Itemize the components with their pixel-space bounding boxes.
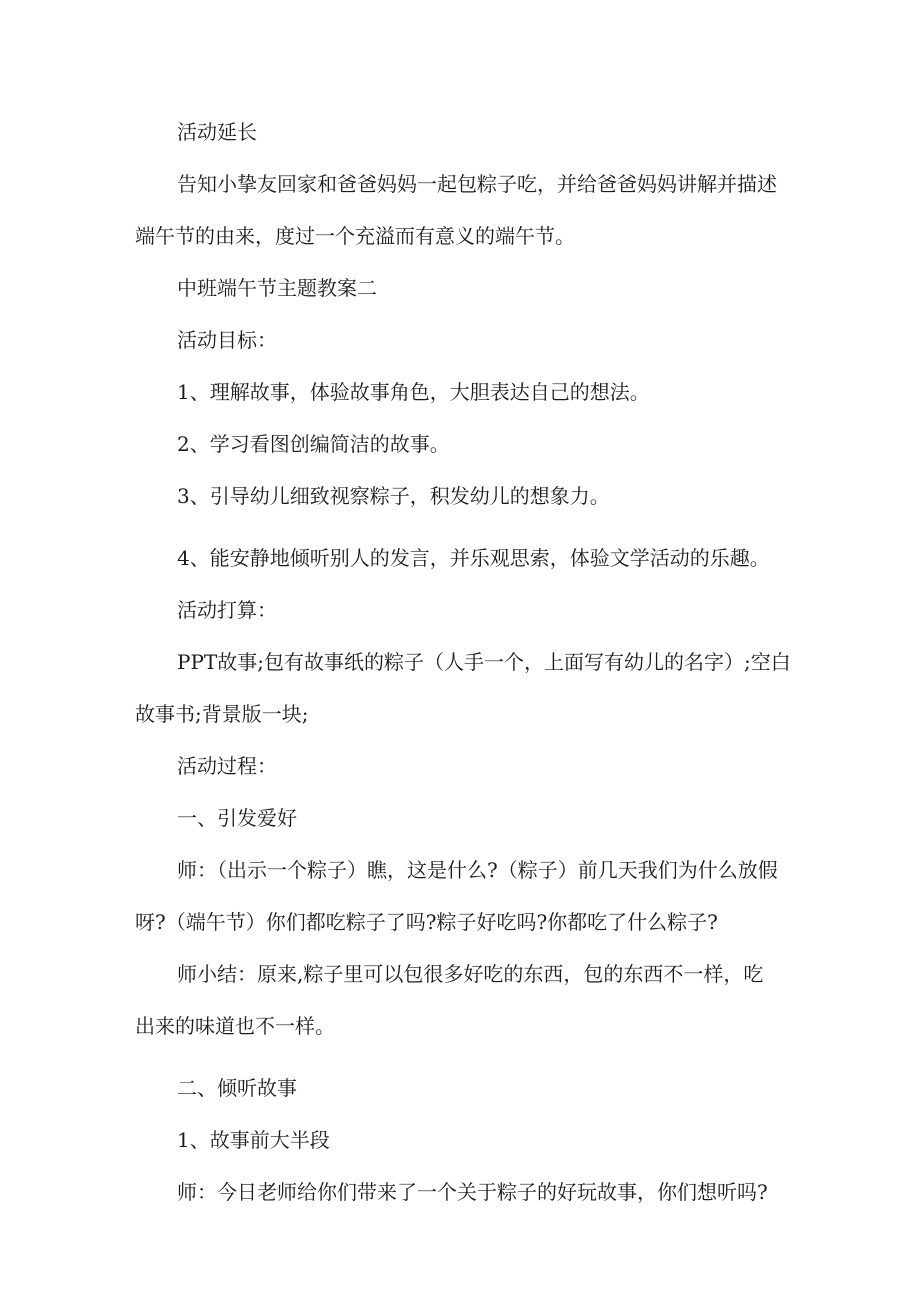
paragraph-line: 故事书;背景版一块; xyxy=(135,702,309,726)
subheading: 1、故事前大半段 xyxy=(177,1128,330,1152)
paragraph-line: 呀?（端午节）你们都吃粽子了吗?粽子好吃吗?你都吃了什么粽子? xyxy=(135,910,718,934)
paragraph-line: 端午节的由来，度过一个充溢而有意义的端午节。 xyxy=(135,224,575,248)
heading-activity-extension: 活动延长 xyxy=(177,120,257,144)
paragraph-line: 师小结：原来,粽子里可以包很多好吃的东西，包的东西不一样，吃 xyxy=(177,962,764,986)
subheading: 一、引发爱好 xyxy=(177,806,297,830)
subheading: 二、倾听故事 xyxy=(177,1076,297,1100)
heading-activity-process: 活动过程： xyxy=(177,754,277,778)
goal-item: 4、能安静地倾听别人的发言，并乐观思索，体验文学活动的乐趣。 xyxy=(177,546,770,570)
goal-item: 2、学习看图创编简洁的故事。 xyxy=(177,432,450,456)
goal-item: 1、理解故事，体验故事角色，大胆表达自己的想法。 xyxy=(177,380,650,404)
paragraph-line: 师：今日老师给你们带来了一个关于粽子的好玩故事，你们想听吗? xyxy=(177,1180,768,1204)
paragraph-line: 出来的味道也不一样。 xyxy=(135,1014,335,1038)
heading-activity-goals: 活动目标： xyxy=(177,328,277,352)
goal-item: 3、引导幼儿细致视察粽子，积发幼儿的想象力。 xyxy=(177,484,610,508)
section-title: 中班端午节主题教案二 xyxy=(177,276,377,300)
paragraph-line: 师：（出示一个粽子）瞧，这是什么?（粽子）前几天我们为什么放假 xyxy=(177,858,778,882)
heading-activity-preparation: 活动打算： xyxy=(177,598,277,622)
paragraph-line: 告知小挚友回家和爸爸妈妈一起包粽子吃，并给爸爸妈妈讲解并描述 xyxy=(177,172,777,196)
paragraph-line: PPT故事;包有故事纸的粽子（人手一个，上面写有幼儿的名字）;空白 xyxy=(177,650,791,674)
